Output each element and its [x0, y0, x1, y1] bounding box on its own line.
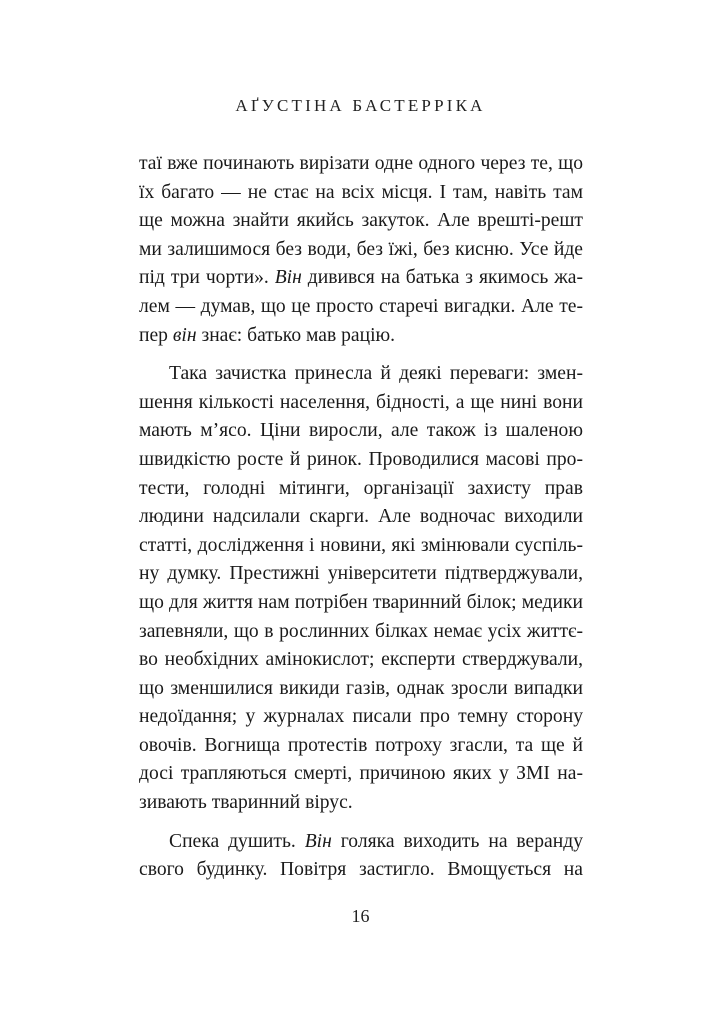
text-run: людини надсилали скарги. Але водночас виходили: [139, 506, 583, 528]
text-run: зивають тваринний вірус.: [139, 792, 353, 814]
text-line: [139, 675, 583, 704]
body-text: [139, 150, 583, 885]
text-run: швидкістю росте й ринок. Проводилися масові про-: [139, 448, 583, 470]
text-line: [139, 417, 583, 446]
paragraph: [139, 828, 583, 885]
paragraph-gap: [139, 350, 583, 360]
text-run: що зменшилися викиди газів, однак зросли випадки: [139, 677, 583, 699]
text-run: запевняли, що в рослинних білках немає усіх життє-: [139, 620, 583, 642]
text-run: дивився на батька з якимось жа-: [301, 267, 583, 289]
paragraph: [139, 360, 583, 818]
text-line: [139, 646, 583, 675]
text-run: досі трапляються смерті, причиною яких у ЗМІ на-: [139, 763, 583, 785]
text-run: мають м’ясо. Ціни виросли, але також із шаленою: [139, 420, 583, 442]
text-line: [139, 560, 583, 589]
text-line: [139, 828, 583, 857]
text-line: [139, 293, 583, 322]
text-line: [139, 589, 583, 618]
text-line: [139, 264, 583, 293]
text-line: [139, 150, 583, 179]
text-line: [139, 789, 583, 818]
text-run: ще можна знайти якийсь закуток. Але врешті-решт: [139, 210, 583, 232]
text-run: во необхідних амінокислот; експерти стверджували,: [139, 649, 583, 671]
italic-text: він: [172, 324, 197, 346]
text-run: таї вже починають вирізати одне одного через те, що: [139, 153, 583, 174]
text-line: [139, 360, 583, 389]
text-line: [139, 532, 583, 561]
paragraph-gap: [139, 818, 583, 828]
italic-text: Він: [304, 830, 332, 852]
running-head: АҐУСТІНА БАСТЕРРІКА: [235, 96, 486, 115]
text-line: [139, 236, 583, 265]
italic-text: Він: [274, 267, 302, 289]
text-run: що для життя нам потрібен тваринний білок; медики: [139, 591, 583, 613]
text-run: голяка виходить на веранду: [331, 830, 583, 852]
text-run: недоїдання; у журналах писали про темну сторону: [139, 706, 583, 728]
text-run: Така зачистка принесла й деякі переваги: змен-: [169, 363, 583, 385]
text-line: [139, 179, 583, 208]
text-line: [139, 446, 583, 475]
text-line: [139, 503, 583, 532]
text-run: свого будинку. Повітря застигло. Вмощується на: [139, 859, 583, 881]
text-line: [139, 856, 583, 885]
text-run: їх багато — не стає на всіх місця. І там, навіть там: [139, 181, 583, 203]
text-line: [139, 475, 583, 504]
text-line: [139, 207, 583, 236]
text-run: ми залишимося без води, без їжі, без кисню. Усе йде: [139, 238, 583, 260]
text-line: [139, 322, 583, 351]
text-line: [139, 389, 583, 418]
text-run: тести, голодні мітинги, організації захисту прав: [139, 477, 583, 499]
text-run: Спека душить.: [169, 830, 305, 852]
text-run: ну думку. Престижні університети підтверджували,: [139, 563, 583, 585]
text-run: під три чорти».: [139, 267, 275, 289]
text-run: знає: батько мав рацію.: [196, 324, 396, 346]
paragraph: [139, 150, 583, 350]
text-run: пер: [139, 324, 173, 346]
text-run: лем — думав, що це просто старечі вигадки. Але те-: [139, 295, 583, 317]
text-line: [139, 760, 583, 789]
text-run: статті, дослідження і новини, які змінювали суспіль-: [139, 534, 583, 556]
text-line: [139, 703, 583, 732]
text-line: [139, 732, 583, 761]
text-run: шення кількості населення, бідності, а ще нині вони: [139, 391, 583, 413]
text-line: [139, 618, 583, 647]
page-number: 16: [351, 906, 370, 926]
text-run: овочів. Вогнища протестів потроху згасли, та ще й: [139, 734, 583, 756]
